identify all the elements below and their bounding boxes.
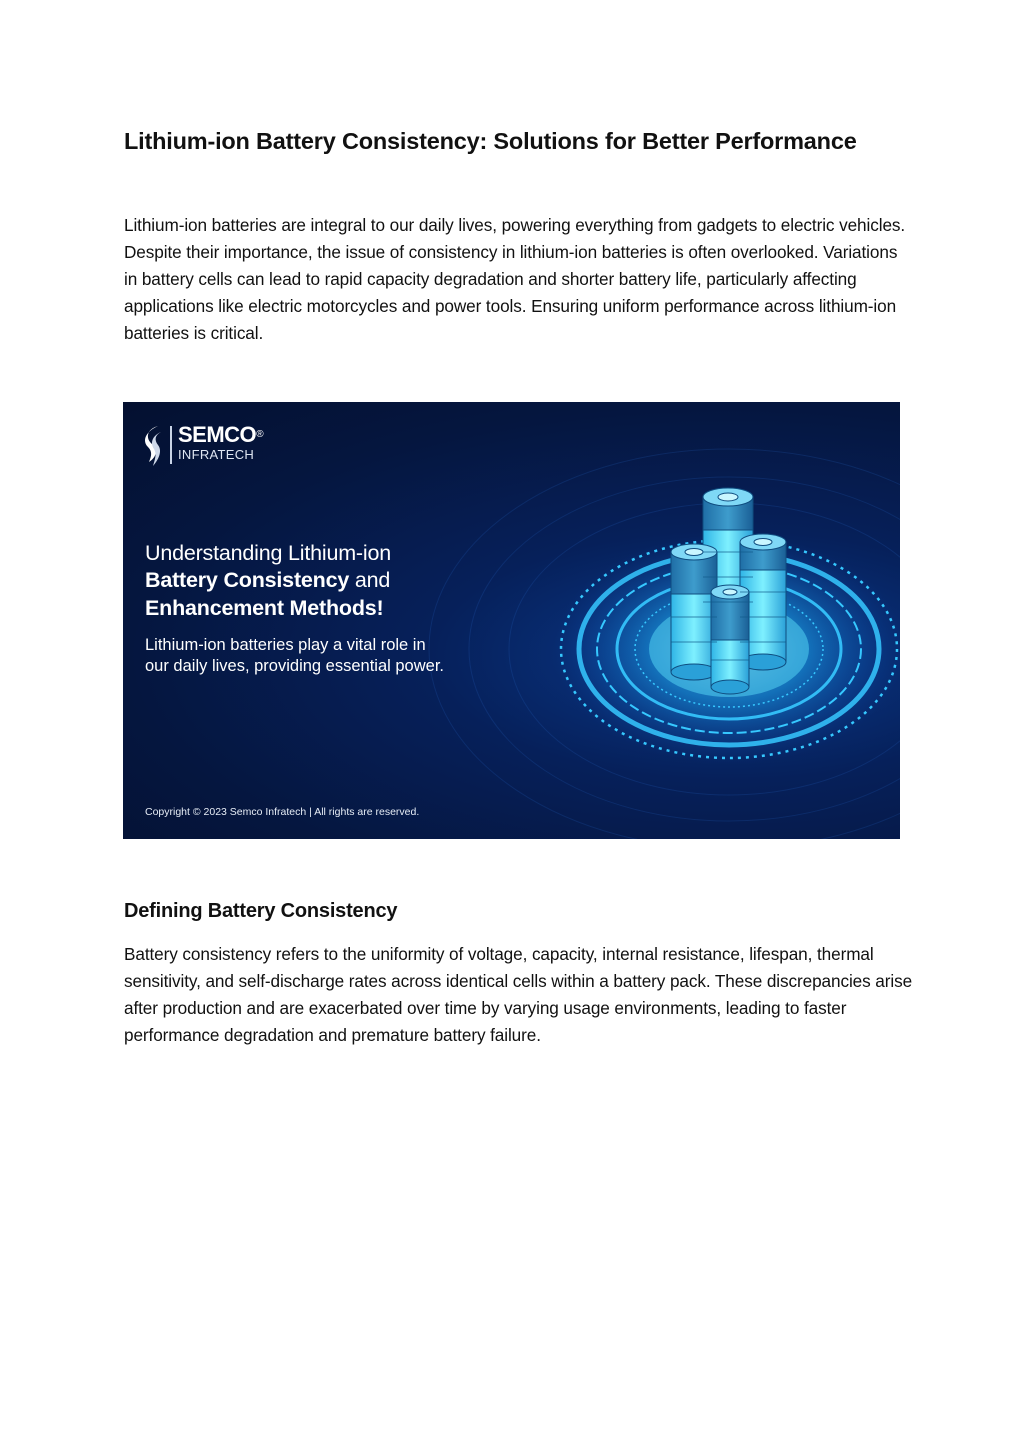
intro-paragraph: Lithium-ion batteries are integral to our daily lives, powering everything from gadgets to electric vehicles. Despite their importance, the issue of consistency in lithium-ion batteries is often overlooked. Variations in battery cells can lead to rapid capacity degradation and shorter battery life, particularly affecting applications like electric motorcycles and power tools. Ensuring uniform performance across lithium-ion batteries is critical. — [124, 215, 906, 343]
banner-copyright: Copyright © 2023 Semco Infratech | All rights are reserved. — [145, 806, 420, 818]
article-title: Lithium-ion Battery Consistency: Solutions for Better Performance — [124, 128, 857, 154]
banner-headline-line2: Battery Consistency and — [145, 568, 391, 592]
battery-cells — [671, 488, 786, 694]
section-paragraph: Battery consistency refers to the uniformity of voltage, capacity, internal resistance, lifespan, thermal sensitivity, and self-discharge rates across identical cells within a battery pack. These discrepancies arise after production and are exacerbated over time by varying usage environments, leading to faster performance degradation and premature battery failure. — [124, 944, 913, 1045]
semco-logo-icon — [141, 424, 165, 468]
banner-image — [123, 402, 900, 839]
banner-subtext: Lithium-ion batteries play a vital role in our daily lives, providing essential power. — [145, 636, 444, 675]
logo-subtitle: INFRATECH — [178, 447, 255, 462]
logo-name: SEMCO® — [178, 422, 264, 447]
logo-divider — [170, 426, 172, 464]
section-heading: Defining Battery Consistency — [124, 900, 398, 922]
banner-headline-line1: Understanding Lithium-ion — [145, 541, 391, 565]
banner-headline-line3: Enhancement Methods! — [145, 596, 384, 620]
